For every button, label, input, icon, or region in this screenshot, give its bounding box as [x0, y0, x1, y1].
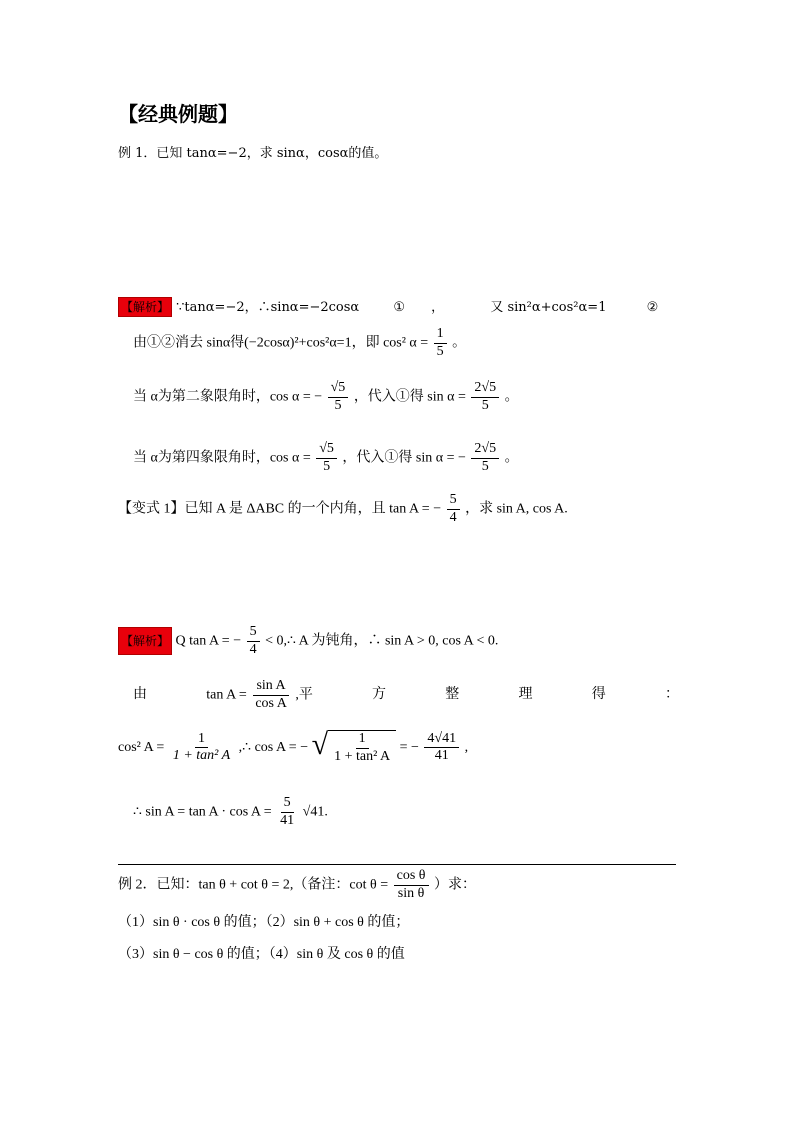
period: 。	[452, 335, 467, 351]
example-2-line-1	[118, 868, 476, 903]
comma: ,	[464, 740, 469, 756]
fraction-denominator: 1 + tan² A	[172, 748, 231, 764]
period: 。	[504, 450, 519, 466]
fraction-numerator: 5	[447, 492, 460, 510]
fraction	[277, 795, 297, 830]
solution-1-line-2	[133, 326, 466, 361]
equation-text: ，代入①得 sin α =	[353, 389, 466, 405]
radical-sign: √	[311, 728, 329, 761]
fraction-denominator: 41	[434, 748, 449, 764]
solution-2-line-4	[133, 795, 328, 830]
fraction	[328, 380, 349, 415]
solution-2-line-3	[118, 730, 468, 766]
solution-1-text: ∵tanα=−2，∴sinα=−2cosα	[176, 300, 360, 315]
equation-text: cos² A =	[118, 740, 165, 756]
variant-text: 【变式 1】已知 A 是 ΔABC 的一个内角，且 tan A = −	[118, 501, 442, 517]
section-divider	[118, 864, 676, 865]
solution-tag: 【解析】	[118, 297, 172, 317]
circle-1-mark: ①	[393, 300, 406, 315]
fraction-denominator: cos A	[255, 695, 287, 711]
solution-1-line-4	[133, 441, 519, 476]
section-title: 【经典例题】	[118, 102, 238, 126]
fraction	[316, 441, 337, 476]
fraction-numerator: 1	[356, 731, 369, 749]
fraction-denominator: 1 + tan² A	[334, 748, 391, 764]
solution-2-line-2	[133, 678, 679, 713]
fraction	[434, 326, 447, 361]
period: 。	[504, 389, 519, 405]
circle-2-mark: ②	[646, 300, 659, 315]
equation-text: 例 2．已知：tan θ + cot θ = 2,（备注：cot θ =	[118, 877, 389, 893]
equation-text: < 0,∴ A 为钝角，∴ sin A > 0, cos A < 0.	[265, 633, 499, 649]
fraction	[170, 731, 233, 766]
fraction-denominator: 4	[249, 641, 257, 657]
fraction-numerator: cos θ	[394, 868, 429, 886]
equation-text: 当 α为第四象限角时，cos α =	[133, 450, 311, 466]
fraction-numerator: 5	[281, 795, 294, 813]
comma: ，	[431, 300, 445, 315]
equation-text: ,平	[295, 687, 313, 703]
word: 由	[133, 687, 147, 703]
variant-text: ，求 sin A, cos A.	[465, 501, 568, 517]
equation-text: tan A =	[206, 687, 247, 703]
equation-text: Q tan A = −	[175, 633, 242, 649]
word: ：	[664, 687, 679, 703]
fraction	[331, 731, 393, 766]
word: 方	[372, 687, 387, 703]
fraction-denominator: 5	[323, 458, 331, 474]
solution-1-line-3	[133, 380, 519, 415]
fraction-denominator: 5	[334, 397, 342, 413]
equation-text: ,∴ cos A = −	[238, 740, 309, 756]
word: 整	[445, 687, 460, 703]
equation-text: ，代入①得 sin α = −	[342, 450, 466, 466]
variant-1-question	[118, 492, 568, 527]
fraction	[447, 492, 460, 527]
word: 理	[518, 687, 533, 703]
fraction-numerator: 4√41	[424, 731, 459, 749]
equation-text: √41.	[302, 804, 328, 820]
solution-2-line-1	[118, 624, 498, 659]
fraction-denominator: 5	[481, 397, 489, 413]
fraction	[247, 624, 260, 659]
fraction-numerator: 2√5	[471, 441, 499, 459]
fraction-numerator: √5	[328, 380, 349, 398]
fraction	[471, 441, 499, 476]
equation-text: ）求：	[434, 877, 476, 893]
fraction	[471, 380, 499, 415]
fraction-numerator: 1	[434, 326, 447, 344]
fraction-denominator: 5	[436, 343, 444, 359]
solution-1-line-1	[118, 300, 658, 317]
example-1-question: 例 1．已知 tanα=−2，求 sinα，cosα的值。	[118, 146, 388, 161]
identity-text: 又 sin²α+cos²α=1	[490, 300, 607, 315]
equation-text: = −	[399, 740, 419, 756]
fraction-numerator: 1	[195, 731, 208, 749]
fraction-numerator: 5	[247, 624, 260, 642]
equation-text: 当 α为第二象限角时，cos α = −	[133, 389, 323, 405]
fraction-denominator: 5	[481, 458, 489, 474]
equation-text: ∴ sin A = tan A · cos A =	[133, 804, 272, 820]
equation-text: 由①②消去 sinα得(−2cosα)²+cos²α=1，即 cos² α =	[133, 335, 429, 351]
fraction-denominator: 4	[449, 509, 457, 525]
solution-tag: 【解析】	[118, 627, 172, 655]
fraction-numerator: sin A	[253, 678, 288, 696]
example-2-line-3: （3）sin θ − cos θ 的值；（4）sin θ 及 cos θ 的值	[118, 947, 405, 962]
fraction	[394, 868, 429, 903]
fraction	[252, 678, 290, 713]
square-root	[312, 730, 397, 766]
tan-fraction-group	[206, 678, 313, 713]
example-2-line-2: （1）sin θ · cos θ 的值；（2）sin θ + cos θ 的值；	[118, 915, 410, 930]
fraction	[424, 731, 459, 766]
fraction-numerator: 2√5	[471, 380, 499, 398]
fraction-denominator: 41	[280, 812, 295, 828]
fraction-numerator: √5	[316, 441, 337, 459]
fraction-denominator: sin θ	[397, 885, 425, 901]
word: 得	[591, 687, 606, 703]
radicand	[328, 730, 396, 766]
